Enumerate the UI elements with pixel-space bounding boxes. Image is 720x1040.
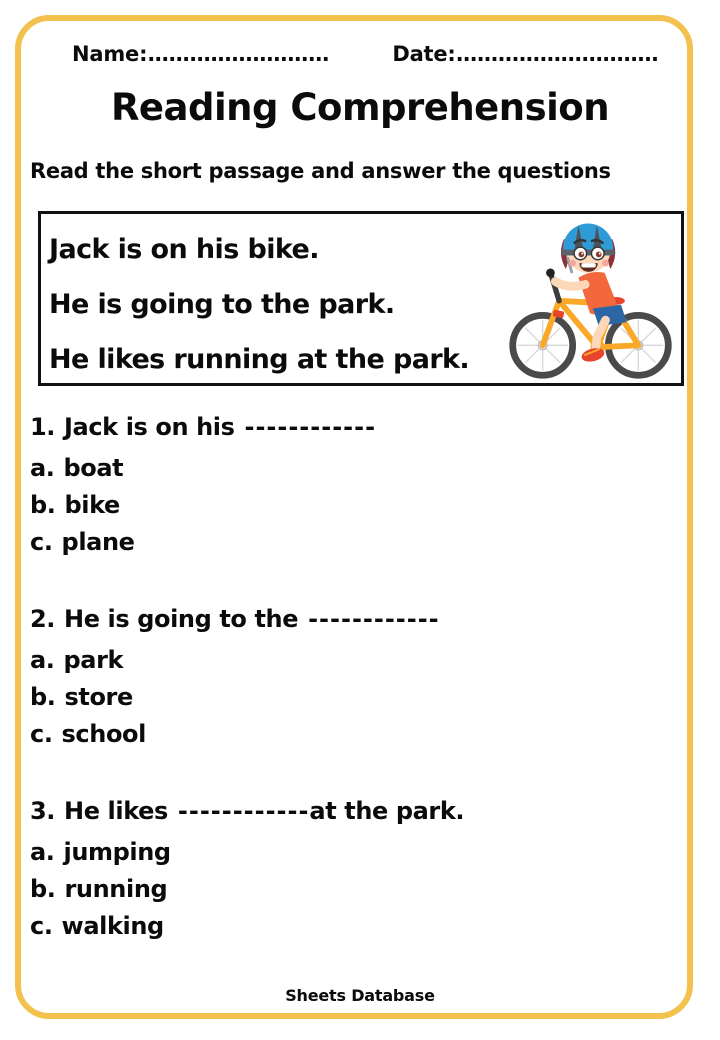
option-text: school xyxy=(61,720,146,748)
option-row xyxy=(30,908,464,945)
header-row xyxy=(72,42,658,66)
option-text: plane xyxy=(61,528,135,556)
option-text: bike xyxy=(64,491,120,519)
option-letter: c. xyxy=(30,528,53,556)
boy-on-bicycle-illustration xyxy=(503,210,679,382)
option-row xyxy=(30,679,440,716)
passage-line: He is going to the park. xyxy=(49,289,395,320)
option-row xyxy=(30,834,464,871)
option-letter: c. xyxy=(30,912,53,940)
option-row xyxy=(30,642,440,679)
answer-blank: ------------ xyxy=(177,797,310,825)
passage-illustration xyxy=(503,214,681,383)
passage-line: Jack is on his bike. xyxy=(49,234,319,265)
date-dotted-line: ............................. xyxy=(455,42,658,66)
answer-blank: ------------ xyxy=(308,605,440,633)
question-1-text xyxy=(30,413,376,441)
question-prefix: Jack is on his xyxy=(64,413,235,441)
option-text: jumping xyxy=(63,838,171,866)
question-2-text xyxy=(30,605,440,633)
question-number: 1. xyxy=(30,413,56,441)
option-letter: b. xyxy=(30,683,56,711)
answer-blank: ------------ xyxy=(244,413,377,441)
question-block-3 xyxy=(30,797,464,945)
passage-box xyxy=(38,211,684,386)
option-text: walking xyxy=(61,912,164,940)
option-row xyxy=(30,487,376,524)
option-text: running xyxy=(64,875,168,903)
question-3-text xyxy=(30,797,464,825)
option-letter: a. xyxy=(30,454,55,482)
instruction-text: Read the short passage and answer the questions xyxy=(30,159,611,183)
bicycle-wheels xyxy=(513,315,669,375)
helmet xyxy=(561,224,615,256)
date-field xyxy=(392,42,658,66)
question-prefix: He is going to the xyxy=(64,605,299,633)
name-label: Name: xyxy=(72,42,148,66)
option-letter: b. xyxy=(30,875,56,903)
option-letter: a. xyxy=(30,646,55,674)
name-dotted-line: .......................... xyxy=(147,42,329,66)
option-letter: c. xyxy=(30,720,53,748)
question-number: 3. xyxy=(30,797,56,825)
option-letter: a. xyxy=(30,838,55,866)
footer-text: Sheets Database xyxy=(285,986,435,1005)
option-text: park xyxy=(63,646,124,674)
question-number: 2. xyxy=(30,605,56,633)
option-row xyxy=(30,524,376,561)
page-title: Reading Comprehension xyxy=(110,86,610,129)
option-letter: b. xyxy=(30,491,56,519)
name-field xyxy=(72,42,329,66)
option-text: store xyxy=(64,683,133,711)
date-label: Date: xyxy=(392,42,456,66)
passage-text xyxy=(41,214,503,383)
option-row xyxy=(30,716,440,753)
question-prefix: He likes xyxy=(64,797,168,825)
option-row xyxy=(30,450,376,487)
question-suffix: at the park. xyxy=(309,797,465,825)
question-block-2 xyxy=(30,605,440,753)
passage-line: He likes running at the park. xyxy=(49,344,470,375)
option-row xyxy=(30,871,464,908)
question-block-1 xyxy=(30,413,376,561)
option-text: boat xyxy=(63,454,124,482)
